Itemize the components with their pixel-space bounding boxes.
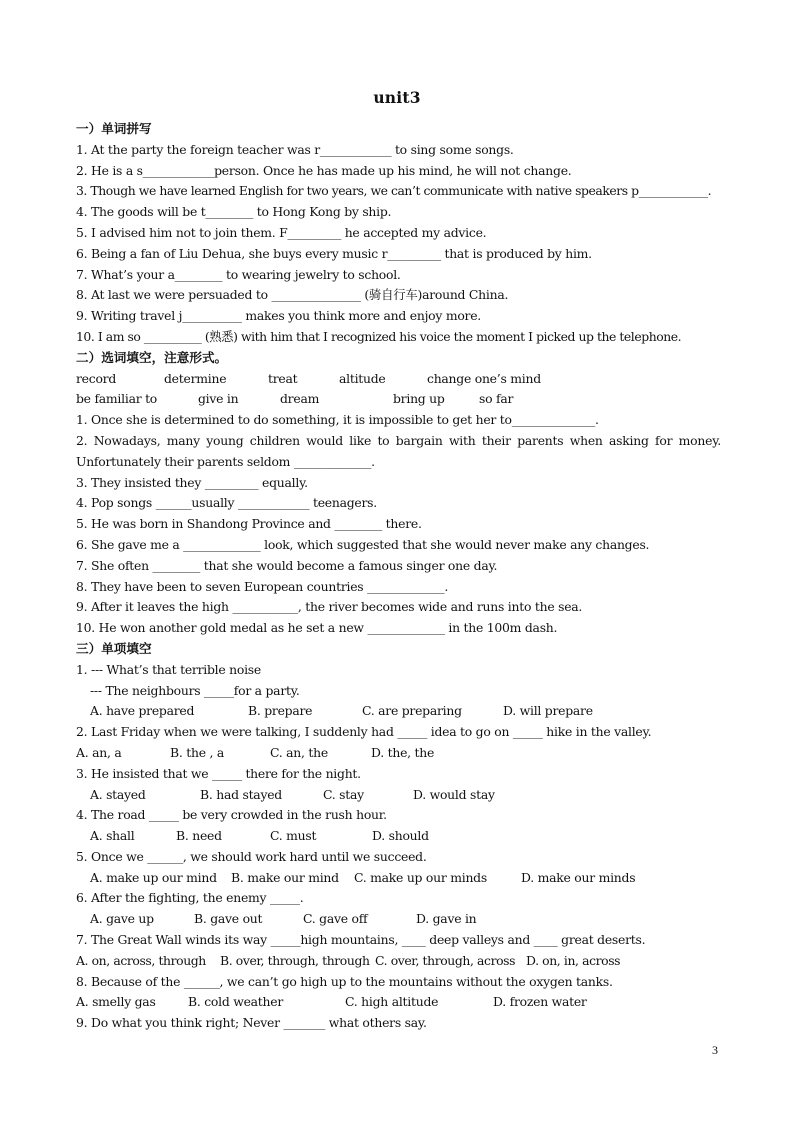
option: B. the , a: [170, 744, 224, 760]
s1-item-6: 6. Being a fan of Liu Dehua, she buys every music r_________ that is produced by him.: [76, 245, 592, 261]
option: B. had stayed: [200, 786, 282, 802]
s3-question-7: 7. The Great Wall winds its way _____high mountains, ____ deep valleys and ____ great deserts.: [76, 932, 646, 948]
word-bank-item: so far: [479, 391, 514, 407]
option: D. the, the: [371, 744, 435, 760]
word-bank-item: altitude: [339, 370, 386, 386]
option: D. should: [372, 828, 429, 844]
option: D. gave in: [416, 911, 477, 927]
option: B. over, through, through: [220, 952, 370, 968]
s3-q5-options: [76, 868, 721, 889]
s2-item-4: 4. Pop songs ______usually ____________ teenagers.: [76, 495, 377, 511]
s3-question-5: 5. Once we ______, we should work hard until we succeed.: [76, 848, 427, 864]
option: B. cold weather: [188, 994, 284, 1010]
option: A. make up our mind: [90, 869, 217, 885]
option: A. an, a: [76, 744, 122, 760]
s3-q1-options: [76, 701, 721, 722]
s3-q3-options: [76, 785, 721, 806]
worksheet-content: [76, 119, 721, 1034]
option: D. make our minds: [521, 869, 636, 885]
option: A. shall: [90, 828, 135, 844]
word-bank-item: give in: [198, 391, 239, 407]
s2-item-7: 7. She often ________ that she would become a famous singer one day.: [76, 557, 498, 573]
s2-item-3: 3. They insisted they _________ equally.: [76, 474, 308, 490]
word-bank-row-2: [76, 389, 721, 410]
option: C. make up our minds: [354, 869, 487, 885]
s1-item-2: 2. He is a s____________person. Once he has made up his mind, he will not change.: [76, 162, 572, 178]
s1-item-8: 8. At last we were persuaded to _______________ (骑自行车)around China.: [76, 287, 509, 303]
s3-question-4: 4. The road _____ be very crowded in the rush hour.: [76, 807, 387, 823]
s3-q6-options: [76, 909, 721, 930]
s1-item-4: 4. The goods will be t________ to Hong Kong by ship.: [76, 204, 392, 220]
option: C. must: [270, 828, 317, 844]
s3-question-3: 3. He insisted that we _____ there for the night.: [76, 765, 361, 781]
s2-item-2: 2. Nowadays, many young children would like to bargain with their parents when asking for money.: [76, 432, 721, 448]
word-bank-item: change one’s mind: [427, 370, 541, 386]
s3-q7-options: [76, 951, 721, 972]
option: C. over, through, across: [375, 952, 516, 968]
word-bank-item: treat: [268, 370, 298, 386]
option: D. on, in, across: [526, 952, 621, 968]
s1-item-1: 1. At the party the foreign teacher was r____________ to sing some songs.: [76, 141, 514, 157]
section3-heading: 三）单项填空: [76, 640, 152, 656]
s1-item-7: 7. What’s your a________ to wearing jewelry to school.: [76, 266, 401, 282]
s1-item-10: 10. I am so __________ (熟悉) with him that I recognized his voice the moment I picked up the telephone.: [76, 328, 682, 344]
option: C. are preparing: [362, 703, 462, 719]
section2-heading: 二）选词填空，注意形式。: [76, 349, 228, 365]
s2-item-6: 6. She gave me a _____________ look, which suggested that she would never make any changes.: [76, 536, 650, 552]
option: C. gave off: [303, 911, 368, 927]
page-title: unit3: [373, 88, 421, 107]
s3-question-1: 1. --- What’s that terrible noise: [76, 661, 261, 677]
option: C. high altitude: [345, 994, 439, 1010]
word-bank-row-1: [76, 369, 721, 390]
s3-q8-options: [76, 992, 721, 1013]
s3-q4-options: [76, 826, 721, 847]
s3-question-1-reply: --- The neighbours _____for a party.: [90, 682, 300, 698]
option: B. gave out: [194, 911, 263, 927]
option: C. stay: [323, 786, 364, 802]
option: A. stayed: [90, 786, 146, 802]
option: B. need: [176, 828, 222, 844]
s3-question-6: 6. After the fighting, the enemy _____.: [76, 890, 304, 906]
option: A. on, across, through: [76, 952, 206, 968]
word-bank-item: bring up: [393, 391, 445, 407]
s3-q2-options: [76, 743, 721, 764]
section1-heading: 一）单词拼写: [76, 121, 152, 136]
option: D. frozen water: [493, 994, 587, 1010]
s2-item-5: 5. He was born in Shandong Province and ________ there.: [76, 516, 422, 532]
option: A. smelly gas: [76, 994, 156, 1010]
s2-item-8: 8. They have been to seven European countries _____________.: [76, 578, 449, 594]
option: D. will prepare: [503, 703, 593, 719]
s1-item-3: 3. Though we have learned English for two years, we can’t communicate with native speakers p____________.: [76, 183, 712, 199]
word-bank-item: record: [76, 370, 117, 386]
page-number: 3: [712, 1043, 718, 1057]
word-bank-item: dream: [280, 391, 320, 407]
s2-item-2-continued: Unfortunately their parents seldom _____________.: [76, 453, 375, 469]
s1-item-9: 9. Writing travel j__________ makes you think more and enjoy more.: [76, 308, 481, 324]
option: C. an, the: [270, 744, 328, 760]
s3-question-8: 8. Because of the ______, we can’t go high up to the mountains without the oxygen tanks.: [76, 973, 613, 989]
word-bank-item: be familiar to: [76, 391, 158, 407]
word-bank-item: determine: [164, 370, 227, 386]
s3-question-2: 2. Last Friday when we were talking, I suddenly had _____ idea to go on _____ hike in the valley.: [76, 724, 652, 740]
s2-item-9: 9. After it leaves the high ___________, the river becomes wide and runs into the sea.: [76, 599, 583, 615]
option: A. gave up: [90, 911, 154, 927]
option: B. prepare: [248, 703, 313, 719]
s2-item-10: 10. He won another gold medal as he set a new _____________ in the 100m dash.: [76, 620, 558, 636]
option: B. make our mind: [231, 869, 339, 885]
s1-item-5: 5. I advised him not to join them. F_________ he accepted my advice.: [76, 224, 487, 240]
s3-question-9: 9. Do what you think right; Never _______ what others say.: [76, 1015, 427, 1031]
option: D. would stay: [413, 786, 495, 802]
s2-item-1: 1. Once she is determined to do something, it is impossible to get her to______________.: [76, 412, 599, 428]
option: A. have prepared: [90, 703, 195, 719]
